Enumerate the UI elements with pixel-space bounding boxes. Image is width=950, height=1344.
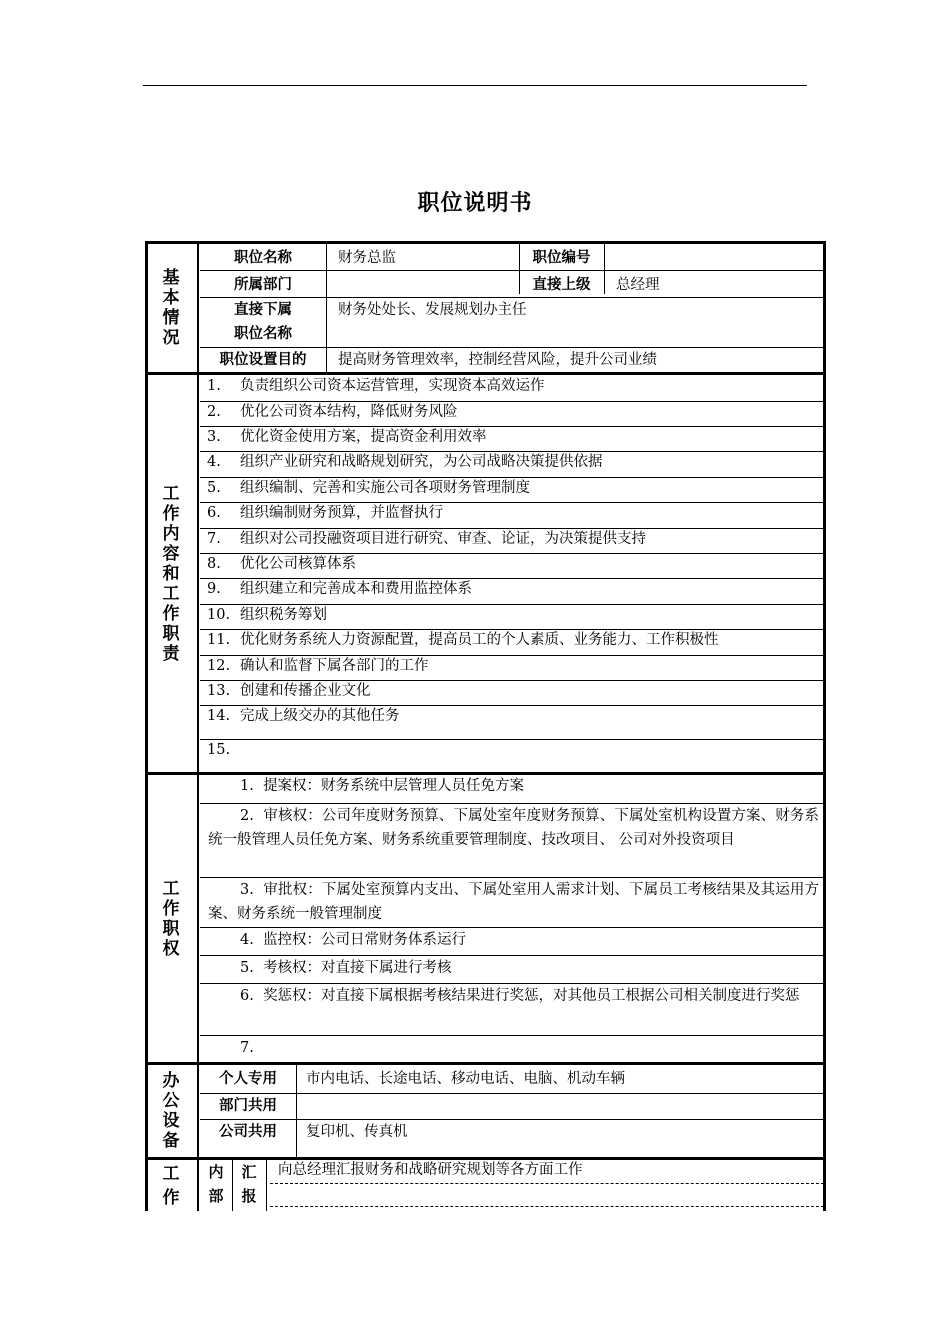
authority-item-text: 审批权：下属处室预算内支出、下属处室用人需求计划、下属员工考核结果及其运用方案、财务系统一般管理制度 bbox=[208, 882, 820, 922]
subordinate-label-line1: 直接下属 bbox=[234, 302, 292, 318]
duty-item bbox=[200, 374, 824, 398]
section-relations-label bbox=[145, 1160, 199, 1211]
duty-item-text: 组织编制、完善和实施公司各项财务管理制度 bbox=[240, 480, 530, 496]
grid-line bbox=[200, 927, 824, 928]
purpose-label: 职位设置目的 bbox=[219, 352, 307, 368]
grid-line bbox=[200, 578, 824, 579]
duty-item-text: 组织对公司投融资项目进行研究、审查、论证，为决策提供支持 bbox=[240, 531, 646, 547]
grid-line bbox=[200, 553, 824, 554]
section-authority-label-text: 工作职权 bbox=[162, 878, 180, 959]
duty-item bbox=[200, 400, 824, 424]
grid-line bbox=[200, 877, 824, 878]
authority-item-number: 1. bbox=[240, 778, 254, 794]
duty-item bbox=[200, 704, 824, 728]
authority-item bbox=[200, 928, 824, 952]
header-rule bbox=[143, 85, 807, 86]
duty-item bbox=[200, 552, 824, 576]
grid-line bbox=[200, 1035, 824, 1036]
grid-line bbox=[200, 477, 824, 478]
supervisor-label: 直接上级 bbox=[532, 277, 591, 293]
authority-item-number: 4. bbox=[240, 932, 254, 948]
grid-line bbox=[200, 680, 824, 681]
grid-line bbox=[200, 955, 824, 956]
duty-item-text: 优化资金使用方案，提高资金利用效率 bbox=[240, 429, 487, 445]
authority-item-number: 7. bbox=[240, 1040, 254, 1056]
position-name-value: 财务总监 bbox=[338, 250, 396, 266]
duty-item-text: 优化公司资本结构，降低财务风险 bbox=[240, 404, 458, 420]
duty-item bbox=[200, 476, 824, 500]
authority-item bbox=[200, 984, 824, 1008]
authority-item-number: 3. bbox=[240, 882, 254, 898]
authority-item-number: 2. bbox=[240, 808, 254, 824]
grid-line bbox=[604, 244, 605, 294]
duty-item-text: 组织建立和完善成本和费用监控体系 bbox=[240, 581, 472, 597]
duty-item bbox=[200, 738, 824, 762]
relations-report-value: 向总经理汇报财务和战略研究规划等各方面工作 bbox=[278, 1162, 583, 1178]
duty-item-number: 11. bbox=[207, 632, 231, 648]
duty-item bbox=[200, 679, 824, 703]
duty-item bbox=[200, 603, 824, 627]
duty-item-number: 9. bbox=[207, 581, 221, 597]
position-code-label: 职位编号 bbox=[532, 250, 591, 266]
duty-item-number: 10. bbox=[207, 607, 231, 623]
section-equipment-label-text: 办公设备 bbox=[162, 1071, 180, 1151]
duty-item-text: 优化公司核算体系 bbox=[240, 556, 356, 572]
equip-department-label: 部门共用 bbox=[219, 1098, 277, 1114]
grid-line bbox=[200, 803, 824, 804]
grid-line bbox=[200, 528, 824, 529]
duty-item bbox=[200, 501, 824, 525]
authority-item-text: 考核权：对直接下属进行考核 bbox=[263, 960, 452, 976]
duty-item-number: 14. bbox=[207, 708, 231, 724]
authority-item-number: 6. bbox=[240, 988, 254, 1004]
section-authority-label bbox=[145, 775, 199, 1062]
grid-line bbox=[200, 705, 824, 706]
authority-item bbox=[200, 804, 824, 852]
grid-line bbox=[200, 451, 824, 452]
authority-item-text: 奖惩权：对直接下属根据考核结果进行奖惩，对其他员工根据公司相关制度进行奖惩 bbox=[263, 988, 800, 1004]
section-equipment-label bbox=[145, 1065, 199, 1157]
authority-item bbox=[200, 878, 824, 926]
grid-line bbox=[200, 270, 824, 271]
grid-line bbox=[266, 1160, 267, 1211]
duty-item bbox=[200, 527, 824, 551]
duty-item-number: 4. bbox=[207, 454, 221, 470]
duty-item-number: 3. bbox=[207, 429, 221, 445]
grid-line bbox=[200, 401, 824, 402]
authority-item-number: 5. bbox=[240, 960, 254, 976]
authority-item bbox=[200, 774, 824, 798]
relations-internal-label: 内部 bbox=[208, 1163, 224, 1205]
duty-item-number: 6. bbox=[207, 505, 221, 521]
authority-item bbox=[200, 956, 824, 980]
equip-company-label: 公司共用 bbox=[219, 1124, 277, 1140]
supervisor-value: 总经理 bbox=[616, 277, 660, 293]
duty-item bbox=[200, 577, 824, 601]
grid-line bbox=[200, 655, 824, 656]
subordinate-label-line2: 职位名称 bbox=[234, 326, 292, 342]
duty-item-number: 2. bbox=[207, 404, 221, 420]
duty-item-number: 13. bbox=[207, 683, 231, 699]
section-basic-label-text: 基本情况 bbox=[162, 268, 180, 348]
duty-item-number: 5. bbox=[207, 480, 221, 496]
grid-line bbox=[326, 294, 327, 372]
duty-item-text: 负责组织公司资本运营管理，实现资本高效运作 bbox=[240, 378, 545, 394]
section-duties-label bbox=[145, 375, 199, 772]
grid-line bbox=[200, 629, 824, 630]
equip-company-value: 复印机、传真机 bbox=[306, 1124, 408, 1140]
duty-item-number: 8. bbox=[207, 556, 221, 572]
dashed-divider bbox=[270, 1183, 824, 1184]
grid-line bbox=[326, 244, 327, 294]
duty-item-number: 1. bbox=[207, 378, 221, 394]
duty-item-text: 组织产业研究和战略规划研究，为公司战略决策提供依据 bbox=[240, 454, 603, 470]
duty-item bbox=[200, 654, 824, 678]
subordinate-value: 财务处处长、发展规划办主任 bbox=[338, 302, 527, 318]
section-duties-label-text: 工作内容和工作职责 bbox=[162, 483, 180, 664]
relations-report-label: 汇报 bbox=[241, 1163, 257, 1205]
grid-line bbox=[200, 502, 824, 503]
duty-item-number: 15. bbox=[207, 742, 231, 758]
section-basic-label bbox=[145, 244, 199, 372]
authority-item-text: 审核权：公司年度财务预算、下属处室年度财务预算、下属处室机构设置方案、财务系统一般管理人员任免方案、财务系统重要管理制度、技改项目、 公司对外投资项目 bbox=[208, 808, 820, 848]
duty-item-text: 组织税务筹划 bbox=[240, 607, 327, 623]
grid-line bbox=[200, 983, 824, 984]
position-name-label: 职位名称 bbox=[234, 250, 292, 266]
equip-personal-value: 市内电话、长途电话、移动电话、电脑、机动车辆 bbox=[306, 1071, 625, 1087]
equip-personal-label: 个人专用 bbox=[219, 1071, 277, 1087]
department-label: 所属部门 bbox=[234, 277, 292, 293]
purpose-value: 提高财务管理效率，控制经营风险，提升公司业绩 bbox=[338, 352, 657, 368]
grid-line bbox=[296, 1065, 297, 1157]
duty-item-text: 确认和监督下属各部门的工作 bbox=[240, 658, 429, 674]
duty-item bbox=[200, 628, 824, 652]
duty-item bbox=[200, 450, 824, 474]
duty-item-number: 12. bbox=[207, 658, 231, 674]
duty-item-text: 组织编制财务预算，并监督执行 bbox=[240, 505, 443, 521]
section-relations-label-text: 工作 bbox=[162, 1164, 180, 1208]
grid-line bbox=[200, 604, 824, 605]
duty-item-number: 7. bbox=[207, 531, 221, 547]
duty-item-text: 优化财务系统人力资源配置，提高员工的个人素质、业务能力、工作积极性 bbox=[240, 632, 719, 648]
duty-item-text: 创建和传播企业文化 bbox=[240, 683, 371, 699]
duty-item-text: 完成上级交办的其他任务 bbox=[240, 708, 400, 724]
dashed-divider bbox=[270, 1206, 824, 1207]
grid-line bbox=[200, 426, 824, 427]
duty-item bbox=[200, 425, 824, 449]
authority-item-text: 监控权：公司日常财务体系运行 bbox=[263, 932, 467, 948]
document-title: 职位说明书 bbox=[417, 191, 533, 216]
grid-line bbox=[200, 739, 824, 740]
authority-item-text: 提案权：财务系统中层管理人员任免方案 bbox=[263, 778, 525, 794]
authority-item bbox=[200, 1036, 824, 1060]
